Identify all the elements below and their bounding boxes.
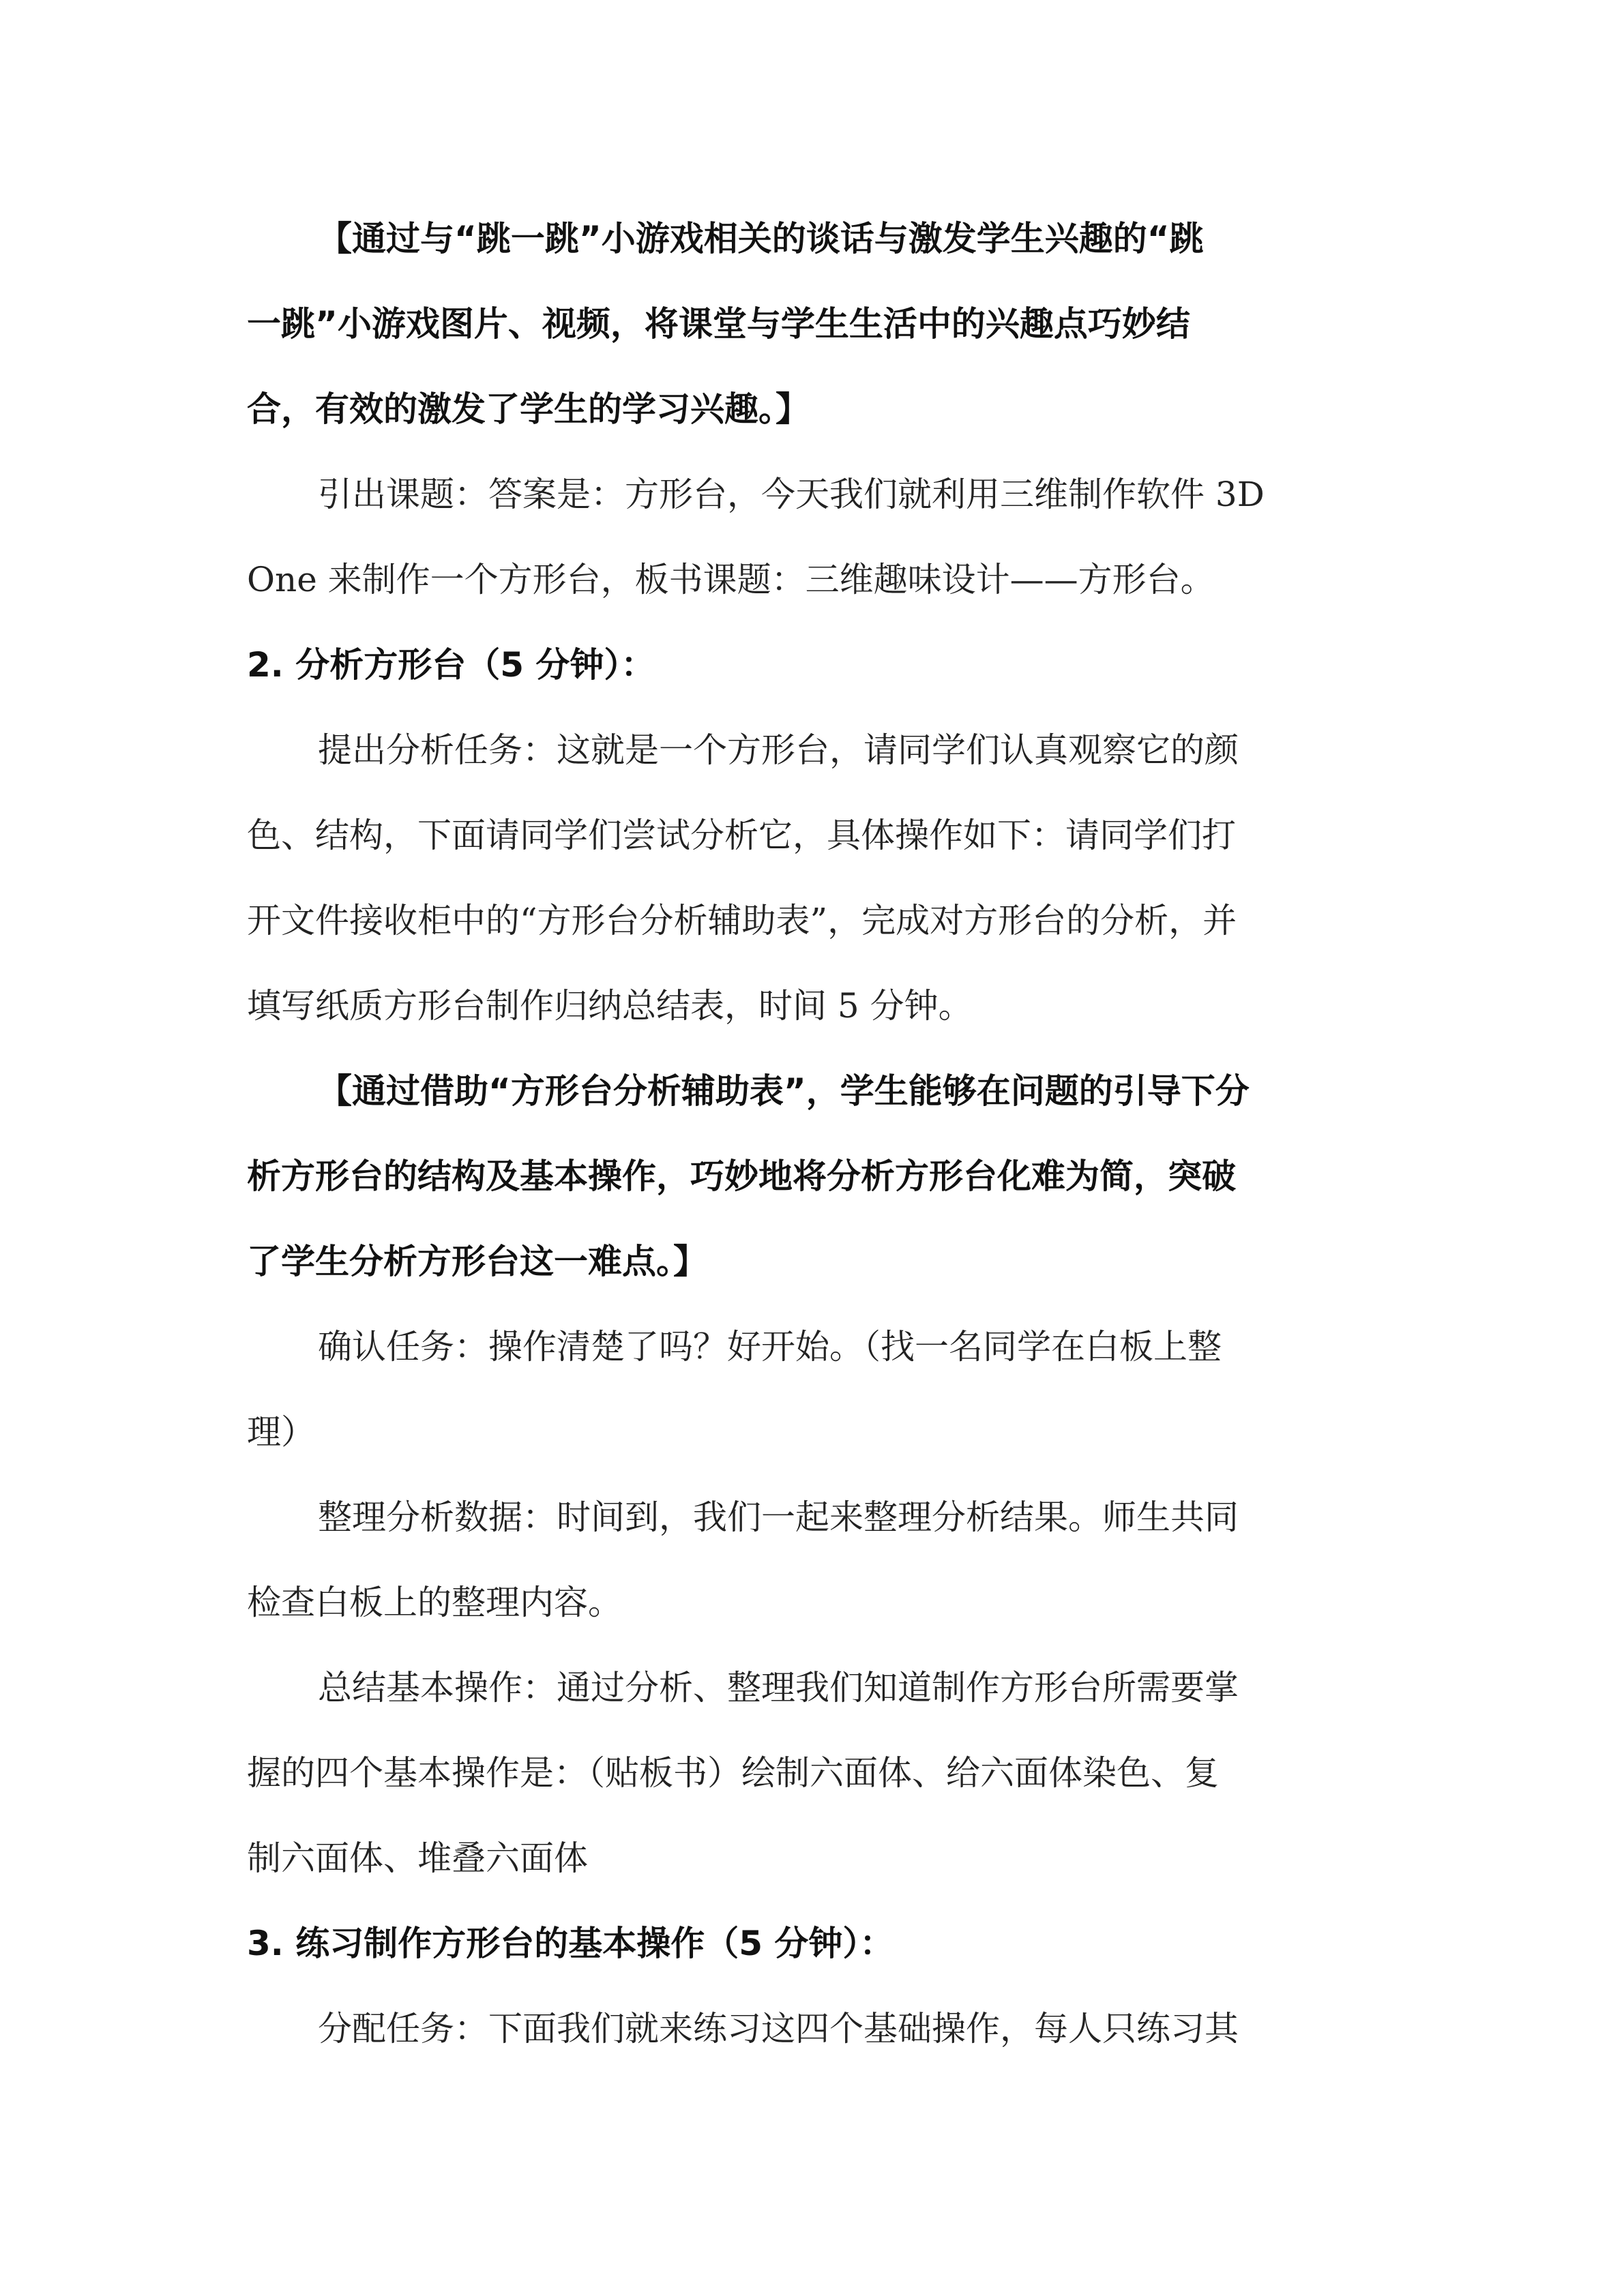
paragraph-line: 总结基本操作：通过分析、整理我们知道制作方形台所需要掌 [318, 1668, 1239, 1708]
paragraph-line: 色、结构，下面请同学们尝试分析它，具体操作如下：请同学们打 [247, 816, 1236, 855]
paragraph-line: 【通过借助“方形台分析辅助表”，学生能够在问题的引导下分 [318, 1071, 1250, 1111]
paragraph-line: 检查白板上的整理内容。 [247, 1583, 622, 1622]
paragraph-line: 提出分析任务：这就是一个方形台，请同学们认真观察它的颜 [318, 730, 1239, 770]
paragraph-line: 了学生分析方形台这一难点。】 [247, 1242, 707, 1281]
paragraph-line: 整理分析数据：时间到，我们一起来整理分析结果。师生共同 [318, 1497, 1239, 1537]
paragraph-line: 开文件接收柜中的“方形台分析辅助表”，完成对方形台的分析，并 [247, 901, 1237, 940]
section-heading: 2. 分析方形台（5 分钟）： [247, 645, 655, 685]
paragraph-line: One 来制作一个方形台，板书课题：三维趣味设计——方形台。 [247, 560, 1215, 599]
paragraph-line: 合，有效的激发了学生的学习兴趣。】 [247, 389, 810, 429]
paragraph-line: 确认任务：操作清楚了吗？好开始。（找一名同学在白板上整 [318, 1327, 1222, 1367]
paragraph-line: 握的四个基本操作是：（贴板书）绘制六面体、给六面体染色、复 [247, 1753, 1219, 1793]
section-heading: 3. 练习制作方形台的基本操作（5 分钟）： [247, 1924, 894, 1963]
paragraph-line: 填写纸质方形台制作归纳总结表，时间 5 分钟。 [247, 986, 973, 1026]
paragraph-line: 理） [247, 1412, 315, 1452]
paragraph-line: 一跳”小游戏图片、视频，将课堂与学生生活中的兴趣点巧妙结 [247, 304, 1190, 344]
paragraph-line: 制六面体、堆叠六面体 [247, 1838, 588, 1878]
paragraph-line: 析方形台的结构及基本操作，巧妙地将分析方形台化难为简，突破 [247, 1157, 1236, 1196]
paragraph-line: 分配任务：下面我们就来练习这四个基础操作，每人只练习其 [318, 2009, 1239, 2048]
paragraph-line: 【通过与“跳一跳”小游戏相关的谈话与激发学生兴趣的“跳 [318, 219, 1204, 258]
paragraph-line: 引出课题：答案是：方形台，今天我们就利用三维制作软件 3D [318, 475, 1265, 514]
